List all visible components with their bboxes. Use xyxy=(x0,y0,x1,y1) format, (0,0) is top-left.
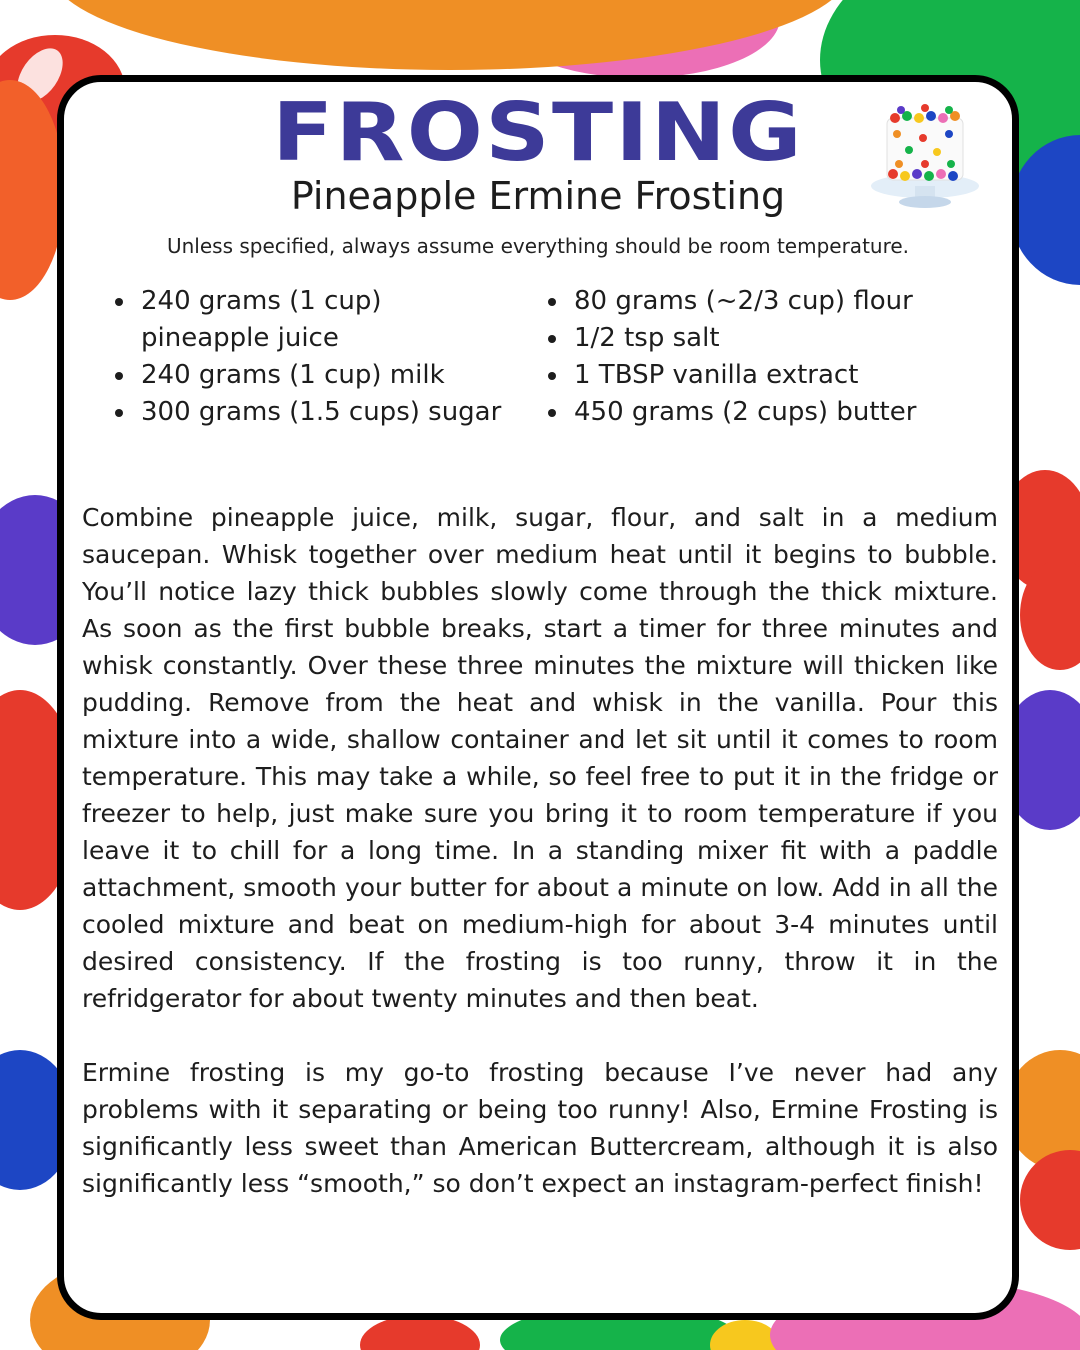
ingredient-item: 300 grams (1.5 cups) sugar xyxy=(111,394,511,431)
page-title: FROSTING xyxy=(272,86,804,179)
ingredient-item: 450 grams (2 cups) butter xyxy=(544,394,964,431)
ingredient-item: 240 grams (1 cup) pineapple juice xyxy=(111,283,511,357)
closing-note-paragraph: Ermine frosting is my go-to frosting because I’ve never had any problems with it separating or being too runny! Also, Ermine Frosting is significantly less sweet than American Buttercream, although it is also significantly less “smooth,” so don’t expect an instagram-perfect finish! xyxy=(82,1058,998,1198)
ingredient-item: 1/2 tsp salt xyxy=(544,320,964,357)
recipe-subtitle: Pineapple Ermine Frosting xyxy=(290,174,786,218)
room-temperature-note: Unless specified, always assume everything should be room temperature. xyxy=(166,234,910,258)
ingredient-item: 240 grams (1 cup) milk xyxy=(111,357,511,394)
ingredient-item: 1 TBSP vanilla extract xyxy=(544,357,964,394)
ingredient-item: 80 grams (~2/3 cup) flour xyxy=(544,283,964,320)
jelly-bean-cake-icon xyxy=(865,94,985,210)
instructions-paragraph: Combine pineapple juice, milk, sugar, flour, and salt in a medium saucepan. Whisk together over medium heat until it begins to bubble. You’ll notice lazy thick bubbles slowly come through the thick mixture. As soon as the first bubble breaks, start a timer for three minutes and whisk constantly. Over these three minutes the mixture will thicken like pudding. Remove from the heat and whisk in the vanilla. Pour this mixture into a wide, shallow container and let sit until it comes to room temperature. This may take a while, so feel free to put it in the fridge or freezer to help, just make sure you bring it to room temperature if you leave it to chill for a long time. In a standing mixer fit with a paddle attachment, smooth your butter for about a minute on low. Add in all the cooled mixture and beat on medium-high for about 3-4 minutes until desired consistency. If the frosting is too runny, throw it in the refridgerator for about twenty minutes and then beat. xyxy=(82,503,998,1013)
ingredient-list-left xyxy=(111,283,511,431)
jelly-bean-red-bottom xyxy=(360,1315,480,1350)
jelly-bean-red-right-3 xyxy=(1020,1150,1080,1250)
recipe-card xyxy=(57,75,1019,1320)
ingredient-list-right xyxy=(544,283,964,431)
